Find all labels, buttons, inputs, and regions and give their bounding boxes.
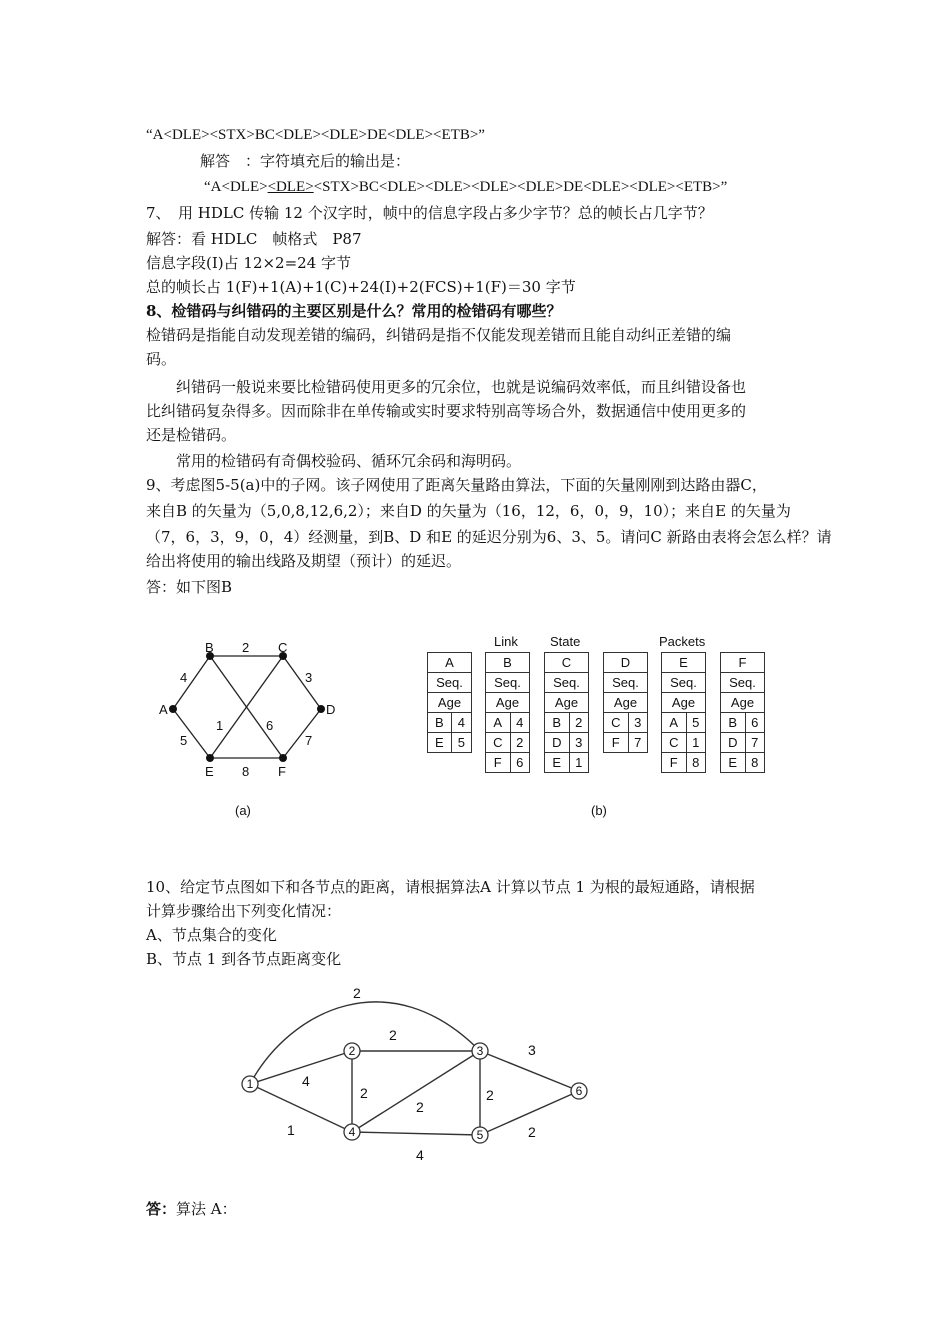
packet-age: Age xyxy=(428,693,472,713)
packet-seq: Seq. xyxy=(486,673,530,693)
node-e-label: E xyxy=(205,764,214,779)
packet-source: B xyxy=(486,653,530,673)
node-a-label: A xyxy=(159,702,168,717)
neighbor: E xyxy=(545,753,570,773)
cost: 4 xyxy=(451,713,471,733)
packet-seq: Seq. xyxy=(428,673,472,693)
node-d-dot xyxy=(317,705,325,713)
cost: 6 xyxy=(510,753,529,773)
figure-b-caption: (b) xyxy=(591,803,607,818)
packet-source: A xyxy=(428,653,472,673)
node-4-label: 4 xyxy=(348,1125,356,1139)
neighbor: B xyxy=(545,713,570,733)
header-state: State xyxy=(550,634,581,649)
packet-age: Age xyxy=(721,693,765,713)
q8-para2-b: 比纠错码复杂得多。因而除非在单传输或实时要求特别高等场合外，数据通信中使用更多的 xyxy=(146,402,747,420)
stuffed-pre: “A<DLE> xyxy=(204,179,268,195)
packet-source: E xyxy=(662,653,706,673)
header-packets: Packets xyxy=(659,634,706,649)
final-answer xyxy=(146,1198,237,1220)
q8-para2-a: 纠错码一般说来要比检错码使用更多的冗余位，也就是说编码效率低，而且纠错设备也 xyxy=(176,378,747,396)
packet-seq: Seq. xyxy=(604,673,648,693)
stuffed-underlined: <DLE> xyxy=(267,179,314,195)
cost: 2 xyxy=(510,733,529,753)
packet-age: Age xyxy=(662,693,706,713)
question-10-b: B、节点 1 到各节点距离变化 xyxy=(146,950,342,968)
node-6-label: 6 xyxy=(575,1084,583,1098)
weight-3-5: 2 xyxy=(486,1087,494,1103)
q7-answer-3: 总的帧长占 1(F)+1(A)+1(C)+24(I)+2(FCS)+1(F)＝30 字节 xyxy=(146,278,576,296)
weight-4-5: 4 xyxy=(416,1147,424,1163)
packet-seq: Seq. xyxy=(721,673,765,693)
neighbor: D xyxy=(721,733,746,753)
weight-bc: 2 xyxy=(242,640,250,655)
question-9-line4: 给出将使用的输出线路及期望（预计）的延迟。 xyxy=(146,552,462,570)
frame-stuffed xyxy=(204,176,727,198)
neighbor: A xyxy=(662,713,687,733)
weight-1-2: 4 xyxy=(302,1073,310,1089)
packet-f xyxy=(720,652,765,773)
final-answer-label: 答： xyxy=(146,1200,177,1218)
neighbor: C xyxy=(486,733,511,753)
neighbor: F xyxy=(662,753,687,773)
packet-a xyxy=(427,652,472,753)
node-2-label: 2 xyxy=(348,1044,356,1058)
frame-original: “A<DLE><STX>BC<DLE><DLE>DE<DLE><ETB>” xyxy=(146,127,485,143)
question-10-a: A、节点集合的变化 xyxy=(146,926,277,944)
answer-label: 解答 ：字符填充后的输出是： xyxy=(200,152,411,170)
weight-2-3: 2 xyxy=(389,1027,397,1043)
q8-para2-c: 还是检错码。 xyxy=(146,426,237,444)
packet-age: Age xyxy=(545,693,589,713)
weight-2-4: 2 xyxy=(360,1085,368,1101)
weight-ef: 8 xyxy=(242,764,250,779)
node-b-label: B xyxy=(205,640,214,655)
weight-fd: 7 xyxy=(305,733,313,748)
question-9-line1: 9、考虑图5-5(a)中的子网。该子网使用了距离矢量路由算法，下面的矢量刚刚到达路由器C， xyxy=(146,476,767,494)
node-e-dot xyxy=(206,754,214,762)
cost: 5 xyxy=(451,733,471,753)
weight-1-3: 2 xyxy=(353,985,361,1001)
neighbor: F xyxy=(604,733,629,753)
packet-c xyxy=(544,652,589,773)
final-answer-text: 算法 A： xyxy=(176,1200,237,1218)
q8-para1-b: 码。 xyxy=(146,350,177,368)
neighbor: A xyxy=(486,713,511,733)
neighbor: F xyxy=(486,753,511,773)
question-10-line1: 10、给定节点图如下和各节点的距离，请根据算法A 计算以节点 1 为根的最短通路，请根据 xyxy=(146,878,755,896)
q8-para3: 常用的检错码有奇偶校验码、循环冗余码和海明码。 xyxy=(176,452,522,470)
neighbor: C xyxy=(604,713,629,733)
question-8: 8、检错码与纠错码的主要区别是什么？常用的检错码有哪些？ xyxy=(146,302,562,320)
node-5-label: 5 xyxy=(476,1128,484,1142)
packet-source: D xyxy=(604,653,648,673)
question-7: 7、 用 HDLC 传输 12 个汉字时，帧中的信息字段占多少字节？总的帧长占几字节？ xyxy=(146,204,713,222)
packet-seq: Seq. xyxy=(662,673,706,693)
q7-answer-1: 解答：看 HDLC 帧格式 P87 xyxy=(146,230,362,248)
node-d-label: D xyxy=(326,702,336,717)
network-graph-a xyxy=(150,630,350,830)
node-f-dot xyxy=(279,754,287,762)
neighbor: E xyxy=(721,753,746,773)
packet-age: Age xyxy=(486,693,530,713)
node-f-label: F xyxy=(278,764,286,779)
cost: 1 xyxy=(686,733,705,753)
weight-ae: 5 xyxy=(180,733,188,748)
node-a-dot xyxy=(169,705,177,713)
neighbor: E xyxy=(428,733,452,753)
stuffed-post: <STX>BC<DLE><DLE><DLE><DLE>DE<DLE><DLE><ETB>” xyxy=(313,179,728,195)
cost: 2 xyxy=(569,713,588,733)
figure-a-caption: (a) xyxy=(235,803,251,818)
cost: 3 xyxy=(569,733,588,753)
shortest-path-graph xyxy=(230,980,610,1165)
q7-answer-2: 信息字段(I)占 12×2=24 字节 xyxy=(146,254,352,272)
question-9-line3: （7，6，3，9，0，4）经测量，到B、D 和E 的延迟分别为6、3、5。请问C 新路由表将会怎么样？请 xyxy=(146,528,832,546)
packet-b xyxy=(485,652,530,773)
packet-age: Age xyxy=(604,693,648,713)
packet-seq: Seq. xyxy=(545,673,589,693)
cost: 3 xyxy=(628,713,647,733)
weight-cd: 3 xyxy=(305,670,313,685)
weight-bf: 6 xyxy=(266,718,274,733)
cost: 4 xyxy=(510,713,529,733)
neighbor: D xyxy=(545,733,570,753)
neighbor: C xyxy=(662,733,687,753)
packet-d xyxy=(603,652,648,753)
q8-para1-a: 检错码是指能自动发现差错的编码，纠错码是指不仅能发现差错而且能自动纠正差错的编 xyxy=(146,326,732,344)
q9-answer: 答：如下图B xyxy=(146,578,233,596)
node-3-label: 3 xyxy=(476,1044,484,1058)
weight-ce: 1 xyxy=(216,718,224,733)
packet-source: C xyxy=(545,653,589,673)
cost: 5 xyxy=(686,713,705,733)
node-c-label: C xyxy=(278,640,288,655)
header-link: Link xyxy=(494,634,518,649)
cost: 8 xyxy=(686,753,705,773)
cost: 7 xyxy=(745,733,764,753)
cost: 8 xyxy=(745,753,764,773)
cost: 1 xyxy=(569,753,588,773)
neighbor: B xyxy=(428,713,452,733)
cost: 6 xyxy=(745,713,764,733)
weight-4-3: 2 xyxy=(416,1099,424,1115)
weight-5-6: 2 xyxy=(528,1124,536,1140)
cost: 7 xyxy=(628,733,647,753)
question-9-line2: 来自B 的矢量为（5,0,8,12,6,2）；来自D 的矢量为（16，12，6，0，9，10）；来自E 的矢量为 xyxy=(146,502,791,520)
neighbor: B xyxy=(721,713,746,733)
packet-e xyxy=(661,652,706,773)
packet-source: F xyxy=(721,653,765,673)
node-1-label: 1 xyxy=(246,1077,254,1091)
weight-1-4: 1 xyxy=(287,1122,295,1138)
weight-ab: 4 xyxy=(180,670,188,685)
weight-3-6: 3 xyxy=(528,1042,536,1058)
question-10-line2: 计算步骤给出下列变化情况： xyxy=(146,902,342,920)
